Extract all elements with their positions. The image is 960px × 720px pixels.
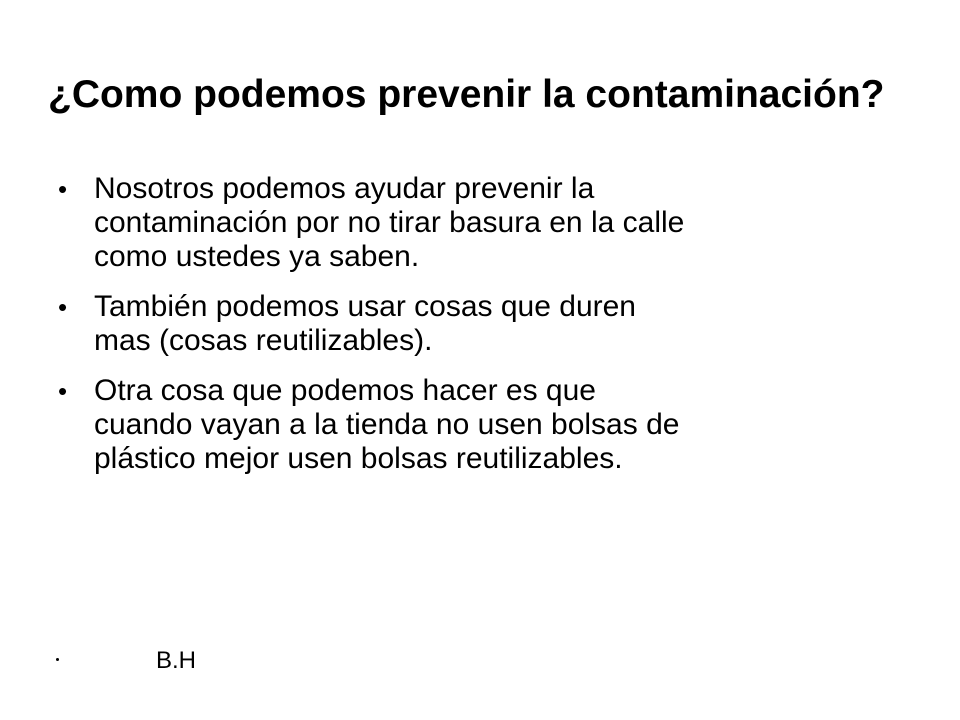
bullet-text: Otra cosa que podemos hacer es que cuando vayan a la tienda no usen bolsas de plástico mejor usen bolsas reutilizables. — [94, 374, 680, 475]
bullet-text: Nosotros podemos ayudar prevenir la contaminación por no tirar basura en la calle como ustedes ya saben. — [94, 172, 685, 273]
bullet-dot-icon: • — [58, 292, 68, 322]
small-dot-icon — [56, 658, 59, 661]
bullet-list — [54, 172, 694, 492]
slide-title: ¿Como podemos prevenir la contaminación? — [48, 73, 885, 116]
bullet-dot-icon: • — [58, 376, 68, 406]
bullet-item — [54, 172, 694, 274]
bullet-item — [54, 290, 694, 358]
author-initials: B.H — [156, 647, 197, 674]
bullet-dot-icon: • — [58, 174, 68, 204]
bullet-text: También podemos usar cosas que duren mas (cosas reutilizables). — [94, 290, 636, 357]
bullet-item — [54, 374, 694, 476]
